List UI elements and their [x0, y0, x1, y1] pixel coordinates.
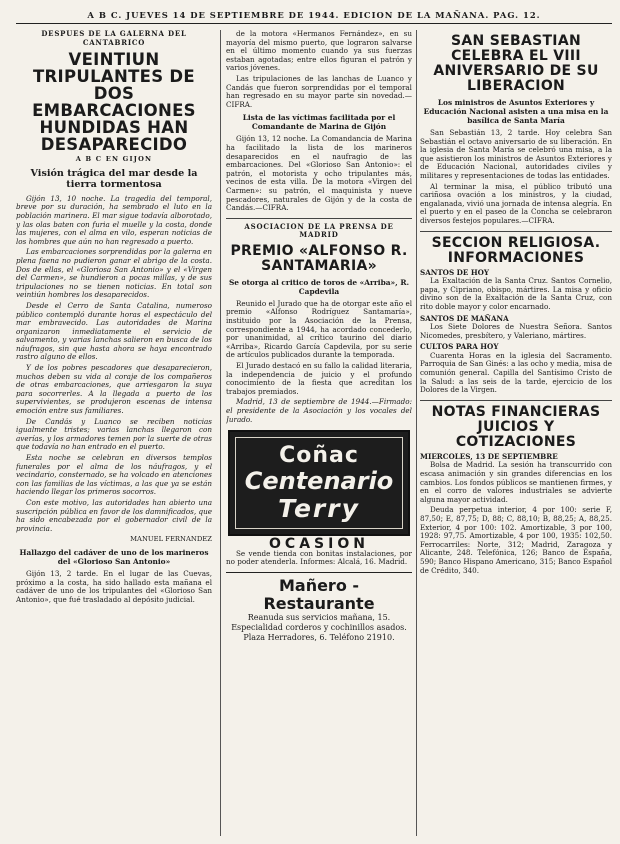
headline-san-sebastian: SAN SEBASTIAN CELEBRA EL VIII ANIVERSARIO DE SU LIBERACION — [433, 33, 599, 94]
section-label: SANTOS DE HOY — [420, 267, 490, 277]
victims-list-heading: Lista de las víctimas facilitada por el Comandante de Marina de Gijón — [242, 113, 396, 132]
financial-heading: NOTAS FINANCIERAS JUICIOS Y COTIZACIONES — [431, 403, 601, 450]
ad-line: Coñac — [279, 443, 359, 469]
article-paragraph: Las tripulaciones de las lanchas de Luanco y Candás que fueron sorprendidas por el temporal han regresado en su mayor parte sin novedad.—CIFRA. — [226, 73, 412, 109]
column-middle — [226, 30, 412, 836]
divider — [420, 231, 612, 232]
victims-list: Gijón 13, 12 noche. La Comandancia de Marina ha facilitado la lista de los marineros desaparecidos en el naufragio de las embarcaciones. Del «Glorioso San Antonio»: el patrón, el motorista y ocho tripulantes más, vecinos de esta villa. De la motora «Virgen del Carmen»: su patrón, el maquinista y nueve pescadores, naturales de Gijón y de la costa de Candás.—CIFRA. — [226, 134, 412, 213]
subheadline-2: Hallazgo del cadáver de uno de los marineros del «Glorioso San Antonio» — [19, 547, 209, 566]
classified-title: OCASION — [269, 536, 369, 553]
kicker: ASOCIACION DE LA PRENSA DE MADRID — [244, 221, 394, 240]
ad-line: Terry — [278, 494, 360, 524]
headline-premio: PREMIO «ALFONSO R. SANTAMARIA» — [230, 242, 408, 274]
advertisement-restaurant — [226, 572, 412, 643]
classified-text: Se vende tienda con bonitas instalaciones, por no poder atenderla. Informes: Alcalá, 16. Madrid. — [226, 548, 412, 567]
headline-shipwreck: VEINTIUN TRIPULANTES DE DOS EMBARCACIONES HUNDIDAS HAN DESAPARECIDO — [32, 50, 196, 155]
section-text: Cuarenta Horas en la iglesia del Sacramento. Parroquia de San Ginés: a las ocho y media, misa de comunión general. Capilla del Santísimo Cristo de la Salud: a las seis de la tarde, ejercicio de los Dolores de la Virgen. — [420, 350, 612, 395]
subheadline: Los ministros de Asuntos Exteriores y Educación Nacional asisten a una misa en la basílica de Santa María — [423, 98, 609, 125]
column-right — [420, 30, 612, 836]
ad-line: Especialidad corderos y cochinillos asados. — [231, 622, 407, 632]
article-paragraph: Esta noche se celebran en diversos templos funerales por el alma de los náufragos, y el vecindario, consternado, se ha volcado en atenciones con las familias de las víctimas, a las que ya se están haciendo llegar los primeros socorros. — [16, 453, 212, 497]
article-paragraph: De Candás y Luanco se reciben noticias igualmente tristes; varias lanchas llegaron con averías, y los armadores temen por la suerte de otras que todavía no han entrado en el puerto. — [16, 416, 212, 452]
financial-text: Deuda perpetua interior, 4 por 100: serie F, 87,50; E, 87,75; D, 88; C, 88,10; B, 88,25; A, 88,25. Exterior, 4 por 100: 102. Amortizable, 3 por 100, 1928: 97,75. Amortizable, 4 por 100, 1935: 102,50. Ferrocarriles: Norte, 312; Madrid, Zaragoza y Alicante, 248. Telefónica, 126; Banco de España, 590; Banco Hispano Americano, 315; Banco Español de Crédito, 340. — [420, 505, 612, 575]
section-text: La Exaltación de la Santa Cruz. Santos Cornelio, papa, y Cipriano, obispo, mártires. La misa y oficio divino son de la Exaltación de la Santa Cruz, con rito doble mayor y color encarnado. — [420, 276, 612, 311]
article-paragraph: de la motora «Hermanos Fernández», en su mayoría del mismo puerto, que lograron salvarse en el último momento cuando ya sus fuerzas estaban agotadas; entre ellos figuran el patrón y varios jóvenes. — [226, 30, 412, 73]
subheadline: Se otorga al critico de toros de «Arriba», R. Capdevila — [228, 277, 410, 296]
column-rule — [416, 30, 417, 836]
advertisement-conac-terry — [228, 430, 410, 536]
article-paragraph: Madrid, 13 de septiembre de 1944.—Firmado: el presidente de la Asociación y los vocales del Jurado. — [226, 397, 412, 424]
article-paragraph: Desde el Cerro de Santa Catalina, numeroso público contempló durante horas el espectáculo del mar embravecido. Las autoridades de Marina organizaron inmediatamente el servicio de salvamento, y varias lanchas salieron en busca de los náufragos, sin que hasta ahora se haya encontrado rastro alguno de ellos. — [16, 300, 212, 362]
restaurant-name: Mañero - Restaurante — [263, 575, 375, 613]
article-paragraph: San Sebastián 13, 2 tarde. Hoy celebra San Sebastián el octavo aniversario de su liberación. En la iglesia de Santa María se celebró una misa, a la que asistieron los ministros de Asuntos Exteriores y de Educación Nacional, autoridades civiles y militares y representaciones de todas las entidades. — [420, 128, 612, 180]
divider — [226, 218, 412, 219]
ad-line: Reanuda sus servicios mañana, 15. — [247, 612, 391, 622]
article-paragraph: Con este motivo, las autoridades han abierto una suscripción pública en favor de los damnificados, que ha sido encabezada por el gobernador civil de la provincia. — [16, 497, 212, 533]
article-paragraph: Reunido el Jurado que ha de otorgar este año el premio «Alfonso Rodríguez Santamaría», instituido por la Asociación de la Prensa, correspondiente a 1944, ha acordado concederlo, por unanimidad, al crítico taurino del diario «Arriba», Ricardo García Capdevila, por su serie de artículos publicados durante la temporada. — [226, 298, 412, 360]
section-text: Los Siete Dolores de Nuestra Señora. Santos Nicomedes, presbítero, y Valeriano, mártires. — [420, 322, 612, 340]
divider — [420, 400, 612, 401]
newspaper-page — [16, 8, 612, 836]
article-paragraph: Gijón 13, 2 tarde. En el lugar de las Cuevas, próximo a la costa, ha sido hallado esta mañana el cadáver de uno de los tripulantes del «Glorioso San Antonio», que fué trasladado al depósito judicial. — [16, 568, 212, 604]
article-paragraph: Gijón 13, 10 noche. La tragedia del temporal, breve por su duración, ha sembrado el luto en la población marinera. El mar sigue todavía alborotado, y las olas baten con furia el muelle y la costa, donde las mujeres, con el alma en vilo, esperan noticias de los hombres que aún no han regresado a puerto. — [16, 193, 212, 246]
financial-text: Bolsa de Madrid. La sesión ha transcurrido con escasa animación y sin grandes diferencias en los cambios. Los fondos públicos se mantienen firmes, y en el corro de valores industriales se advierte alguna mayor actividad. — [420, 460, 612, 504]
article-paragraph: El Jurado destacó en su fallo la calidad literaria, la independencia de juicio y el profundo conocimiento de la fiesta que acreditan los trabajos premiados. — [226, 361, 412, 396]
section-religious-heading: SECCION RELIGIOSA. INFORMACIONES — [431, 234, 601, 266]
byline: A B C EN GIJON — [75, 155, 153, 164]
signature: MANUEL FERNANDEZ — [130, 535, 212, 544]
subheadline: Visión trágica del mar desde la tierra tormentosa — [30, 167, 198, 190]
ad-line: Centenario — [244, 467, 394, 496]
article-paragraph: Al terminar la misa, el público tributó una cariñosa ovación a los ministros, y la ciudad, engalanada, vivió una jornada de intensa alegría. En el puerto y en el paseo de la Concha se celebraron diversos festejos populares.—CIFRA. — [420, 181, 612, 225]
kicker: DESPUES DE LA GALERNA DEL CANTABRICO — [41, 30, 187, 47]
section-label: MIERCOLES, 13 DE SEPTIEMBRE — [420, 451, 558, 461]
column-left — [16, 30, 212, 836]
column-rule — [220, 30, 221, 836]
section-label: CULTOS PARA HOY — [420, 342, 499, 352]
section-label: SANTOS DE MAÑANA — [420, 313, 509, 323]
article-paragraph: Y de los pobres pescadores que desaparecieron, muchos deben su vida al coraje de los compañeros de otras embarcaciones, que arriesgaron la suya para socorrerles. A la llegada a puerto de los supervivientes, se produjeron escenas de intensa emoción entre sus familiares. — [16, 363, 212, 416]
ad-line: Plaza Herradores, 6. Teléfono 21910. — [243, 632, 395, 642]
article-paragraph: Las embarcaciones sorprendidas por la galerna en plena faena no pudieron ganar el abrigo de la costa. Dos de ellas, el «Gloriosa San Antonio» y el «Virgen del Carmen», se hundieron a pocas millas, y de sus tripulaciones no se tienen noticias. En total son veintiún hombres los desaparecidos. — [16, 247, 212, 300]
page-header: A B C. JUEVES 14 DE SEPTIEMBRE DE 1944. EDICION DE LA MAÑANA. PAG. 12. — [16, 8, 612, 24]
